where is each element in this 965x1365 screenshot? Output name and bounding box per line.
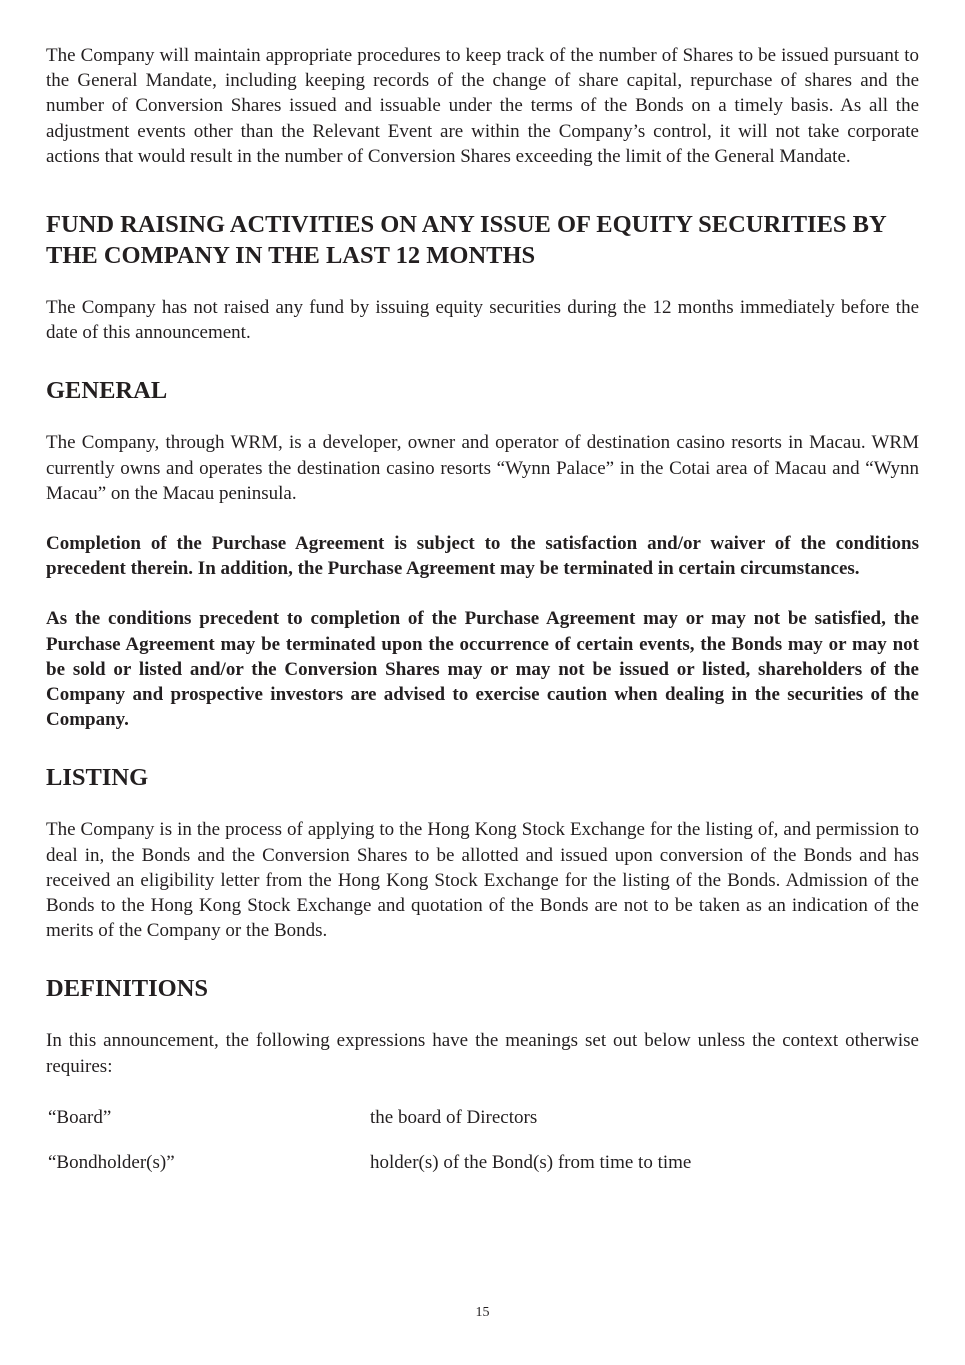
document-page [46, 43, 919, 1195]
definition-text: holder(s) of the Bond(s) from time to time [370, 1151, 692, 1173]
listing-heading: LISTING [46, 764, 149, 792]
fund-raising-heading: FUND RAISING ACTIVITIES ON ANY ISSUE OF EQUITY SECURITIES BY THE COMPANY IN THE LAST 12 MONTHS [46, 211, 886, 270]
listing-paragraph: The Company is in the process of applying to the Hong Kong Stock Exchange for the listing of, and permission to deal in, the Bonds and the Conversion Shares to be allotted and issued upon conversion of the Bonds and has received an eligibility letter from the Hong Kong Stock Exchange for the listing of the Bonds. Admission of the Bonds to the Hong Kong Stock Exchange and quotation of the Bonds are not to be taken as an indication of the merits of the Company or the Bonds. [46, 819, 919, 942]
definition-row [46, 1105, 919, 1130]
definition-term: “Bondholder(s)” [48, 1151, 175, 1173]
page-number: 15 [475, 1305, 490, 1320]
definition-text: the board of Directors [370, 1106, 538, 1128]
intro-paragraph: The Company will maintain appropriate procedures to keep track of the number of Shares to be issued pursuant to the General Mandate, including keeping records of the change of share capital, repurchase of shares and the number of Conversion Shares issued and issuable under the terms of the Bonds on a timely basis. As all the adjustment events other than the Relevant Event are within the Company’s control, it will not take corporate actions that would result in the number of Conversion Shares exceeding the limit of the General Mandate. [46, 45, 919, 167]
definitions-heading: DEFINITIONS [46, 975, 209, 1003]
general-paragraph: The Company, through WRM, is a developer, owner and operator of destination casino resorts in Macau. WRM currently owns and operates the destination casino resorts “Wynn Palace” in the Cotai area of Macau and “Wynn Macau” on the Macau peninsula. [46, 432, 919, 504]
fund-raising-paragraph: The Company has not raised any fund by issuing equity securities during the 12 months immediately before the date of this announcement. [46, 297, 919, 344]
completion-warning: Completion of the Purchase Agreement is subject to the satisfaction and/or waiver of the conditions precedent therein. In addition, the Purchase Agreement may be terminated in certain circumstances. [46, 533, 919, 580]
caution-warning: As the conditions precedent to completion of the Purchase Agreement may or may not be satisfied, the Purchase Agreement may be terminated upon the occurrence of certain events, the Bonds may or may not be sold or listed and/or the Conversion Shares may or may not be issued or listed, shareholders of the Company and prospective investors are advised to exercise caution when dealing in the securities of the Company. [46, 608, 919, 731]
general-heading: GENERAL [46, 377, 168, 405]
definition-term: “Board” [48, 1106, 112, 1128]
definitions-intro: In this announcement, the following expressions have the meanings set out below unless the context otherwise requires: [46, 1030, 919, 1077]
definition-row [46, 1150, 919, 1175]
